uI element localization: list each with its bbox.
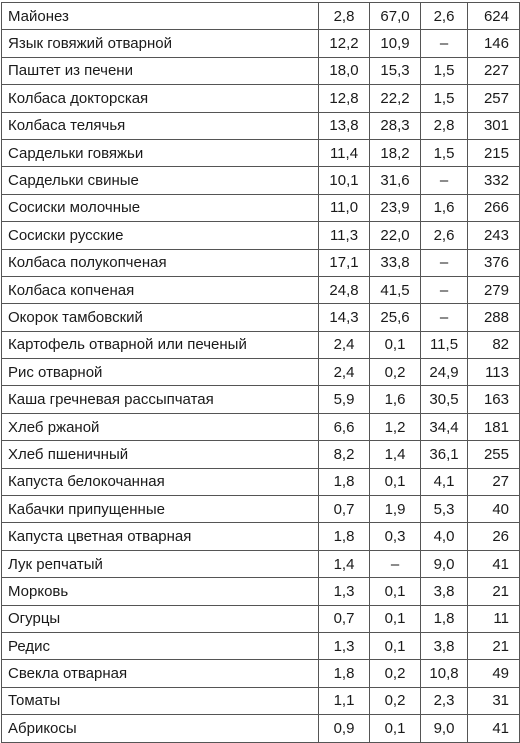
food-name-cell: Кабачки припущенные: [2, 496, 319, 523]
food-name-cell: Колбаса телячья: [2, 112, 319, 139]
kcal-cell: 266: [468, 194, 520, 221]
fat-cell: 0,1: [370, 578, 421, 605]
table-row: [2, 660, 520, 687]
table-row: [2, 605, 520, 632]
protein-cell: 24,8: [319, 276, 370, 303]
protein-cell: 1,8: [319, 468, 370, 495]
carbs-cell: 3,8: [421, 632, 468, 659]
food-name-cell: Колбаса полукопченая: [2, 249, 319, 276]
kcal-cell: 113: [468, 359, 520, 386]
food-name-cell: Сосиски молочные: [2, 194, 319, 221]
protein-cell: 0,9: [319, 715, 370, 742]
protein-cell: 11,4: [319, 139, 370, 166]
fat-cell: 10,9: [370, 30, 421, 57]
kcal-cell: 257: [468, 85, 520, 112]
food-name-cell: Хлеб пшеничный: [2, 441, 319, 468]
food-name-cell: Рис отварной: [2, 359, 319, 386]
fat-cell: 15,3: [370, 57, 421, 84]
food-name-cell: Язык говяжий отварной: [2, 30, 319, 57]
carbs-cell: –: [421, 304, 468, 331]
food-name-cell: Картофель отварной или печеный: [2, 331, 319, 358]
carbs-cell: 9,0: [421, 550, 468, 577]
carbs-cell: 34,4: [421, 413, 468, 440]
table-row: [2, 249, 520, 276]
carbs-cell: 2,6: [421, 222, 468, 249]
carbs-cell: 1,8: [421, 605, 468, 632]
kcal-cell: 255: [468, 441, 520, 468]
carbs-cell: 1,5: [421, 85, 468, 112]
protein-cell: 2,8: [319, 3, 370, 30]
table-row: [2, 139, 520, 166]
table-row: [2, 413, 520, 440]
carbs-cell: 3,8: [421, 578, 468, 605]
food-name-cell: Капуста цветная отварная: [2, 523, 319, 550]
carbs-cell: 10,8: [421, 660, 468, 687]
food-name-cell: Свекла отварная: [2, 660, 319, 687]
kcal-cell: 288: [468, 304, 520, 331]
fat-cell: 23,9: [370, 194, 421, 221]
food-name-cell: Морковь: [2, 578, 319, 605]
protein-cell: 14,3: [319, 304, 370, 331]
table-row: [2, 496, 520, 523]
fat-cell: 1,6: [370, 386, 421, 413]
carbs-cell: 30,5: [421, 386, 468, 413]
fat-cell: 41,5: [370, 276, 421, 303]
food-name-cell: Сардельки свиные: [2, 167, 319, 194]
kcal-cell: 332: [468, 167, 520, 194]
fat-cell: 0,1: [370, 605, 421, 632]
protein-cell: 13,8: [319, 112, 370, 139]
fat-cell: 22,2: [370, 85, 421, 112]
table-row: [2, 3, 520, 30]
fat-cell: 0,2: [370, 687, 421, 714]
protein-cell: 0,7: [319, 496, 370, 523]
protein-cell: 10,1: [319, 167, 370, 194]
carbs-cell: 9,0: [421, 715, 468, 742]
table-row: [2, 632, 520, 659]
food-name-cell: Колбаса докторская: [2, 85, 319, 112]
protein-cell: 12,2: [319, 30, 370, 57]
food-name-cell: Редис: [2, 632, 319, 659]
nutrition-table: [1, 2, 520, 743]
carbs-cell: 36,1: [421, 441, 468, 468]
carbs-cell: 11,5: [421, 331, 468, 358]
protein-cell: 6,6: [319, 413, 370, 440]
kcal-cell: 49: [468, 660, 520, 687]
carbs-cell: –: [421, 276, 468, 303]
fat-cell: 0,1: [370, 715, 421, 742]
kcal-cell: 301: [468, 112, 520, 139]
food-name-cell: Лук репчатый: [2, 550, 319, 577]
food-name-cell: Колбаса копченая: [2, 276, 319, 303]
fat-cell: 0,1: [370, 331, 421, 358]
carbs-cell: 1,5: [421, 139, 468, 166]
kcal-cell: 243: [468, 222, 520, 249]
carbs-cell: 4,0: [421, 523, 468, 550]
table-row: [2, 276, 520, 303]
protein-cell: 1,8: [319, 523, 370, 550]
protein-cell: 1,3: [319, 632, 370, 659]
table-row: [2, 441, 520, 468]
table-row: [2, 222, 520, 249]
carbs-cell: –: [421, 30, 468, 57]
food-name-cell: Абрикосы: [2, 715, 319, 742]
protein-cell: 12,8: [319, 85, 370, 112]
protein-cell: 2,4: [319, 331, 370, 358]
table-row: [2, 30, 520, 57]
food-name-cell: Каша гречневая рассыпчатая: [2, 386, 319, 413]
kcal-cell: 21: [468, 578, 520, 605]
kcal-cell: 146: [468, 30, 520, 57]
food-name-cell: Майонез: [2, 3, 319, 30]
protein-cell: 8,2: [319, 441, 370, 468]
table-row: [2, 687, 520, 714]
food-name-cell: Хлеб ржаной: [2, 413, 319, 440]
table-row: [2, 523, 520, 550]
table-row: [2, 85, 520, 112]
food-name-cell: Сосиски русские: [2, 222, 319, 249]
fat-cell: 1,9: [370, 496, 421, 523]
kcal-cell: 21: [468, 632, 520, 659]
food-name-cell: Окорок тамбовский: [2, 304, 319, 331]
kcal-cell: 215: [468, 139, 520, 166]
kcal-cell: 41: [468, 550, 520, 577]
protein-cell: 2,4: [319, 359, 370, 386]
table-row: [2, 550, 520, 577]
table-row: [2, 112, 520, 139]
fat-cell: 0,1: [370, 632, 421, 659]
protein-cell: 11,3: [319, 222, 370, 249]
carbs-cell: 24,9: [421, 359, 468, 386]
food-name-cell: Сардельки говяжьи: [2, 139, 319, 166]
carbs-cell: 2,8: [421, 112, 468, 139]
kcal-cell: 163: [468, 386, 520, 413]
food-name-cell: Паштет из печени: [2, 57, 319, 84]
fat-cell: 0,2: [370, 660, 421, 687]
table-row: [2, 331, 520, 358]
fat-cell: 67,0: [370, 3, 421, 30]
food-name-cell: Томаты: [2, 687, 319, 714]
food-name-cell: Капуста белокочанная: [2, 468, 319, 495]
kcal-cell: 41: [468, 715, 520, 742]
nutrition-table-body: [2, 3, 520, 743]
fat-cell: 31,6: [370, 167, 421, 194]
kcal-cell: 227: [468, 57, 520, 84]
carbs-cell: –: [421, 249, 468, 276]
fat-cell: 0,3: [370, 523, 421, 550]
fat-cell: 0,2: [370, 359, 421, 386]
food-name-cell: Огурцы: [2, 605, 319, 632]
kcal-cell: 40: [468, 496, 520, 523]
kcal-cell: 26: [468, 523, 520, 550]
carbs-cell: 1,5: [421, 57, 468, 84]
protein-cell: 11,0: [319, 194, 370, 221]
table-row: [2, 468, 520, 495]
fat-cell: 0,1: [370, 468, 421, 495]
fat-cell: 28,3: [370, 112, 421, 139]
carbs-cell: 2,3: [421, 687, 468, 714]
table-row: [2, 578, 520, 605]
kcal-cell: 376: [468, 249, 520, 276]
protein-cell: 1,3: [319, 578, 370, 605]
fat-cell: 22,0: [370, 222, 421, 249]
kcal-cell: 624: [468, 3, 520, 30]
table-row: [2, 386, 520, 413]
table-row: [2, 194, 520, 221]
carbs-cell: 1,6: [421, 194, 468, 221]
protein-cell: 1,4: [319, 550, 370, 577]
fat-cell: 1,2: [370, 413, 421, 440]
protein-cell: 1,1: [319, 687, 370, 714]
kcal-cell: 181: [468, 413, 520, 440]
kcal-cell: 11: [468, 605, 520, 632]
fat-cell: 25,6: [370, 304, 421, 331]
carbs-cell: –: [421, 167, 468, 194]
protein-cell: 5,9: [319, 386, 370, 413]
kcal-cell: 82: [468, 331, 520, 358]
table-row: [2, 167, 520, 194]
table-row: [2, 57, 520, 84]
kcal-cell: 279: [468, 276, 520, 303]
protein-cell: 1,8: [319, 660, 370, 687]
protein-cell: 17,1: [319, 249, 370, 276]
table-row: [2, 304, 520, 331]
fat-cell: 33,8: [370, 249, 421, 276]
protein-cell: 0,7: [319, 605, 370, 632]
kcal-cell: 31: [468, 687, 520, 714]
fat-cell: 1,4: [370, 441, 421, 468]
carbs-cell: 2,6: [421, 3, 468, 30]
fat-cell: –: [370, 550, 421, 577]
fat-cell: 18,2: [370, 139, 421, 166]
kcal-cell: 27: [468, 468, 520, 495]
table-row: [2, 359, 520, 386]
carbs-cell: 4,1: [421, 468, 468, 495]
carbs-cell: 5,3: [421, 496, 468, 523]
protein-cell: 18,0: [319, 57, 370, 84]
